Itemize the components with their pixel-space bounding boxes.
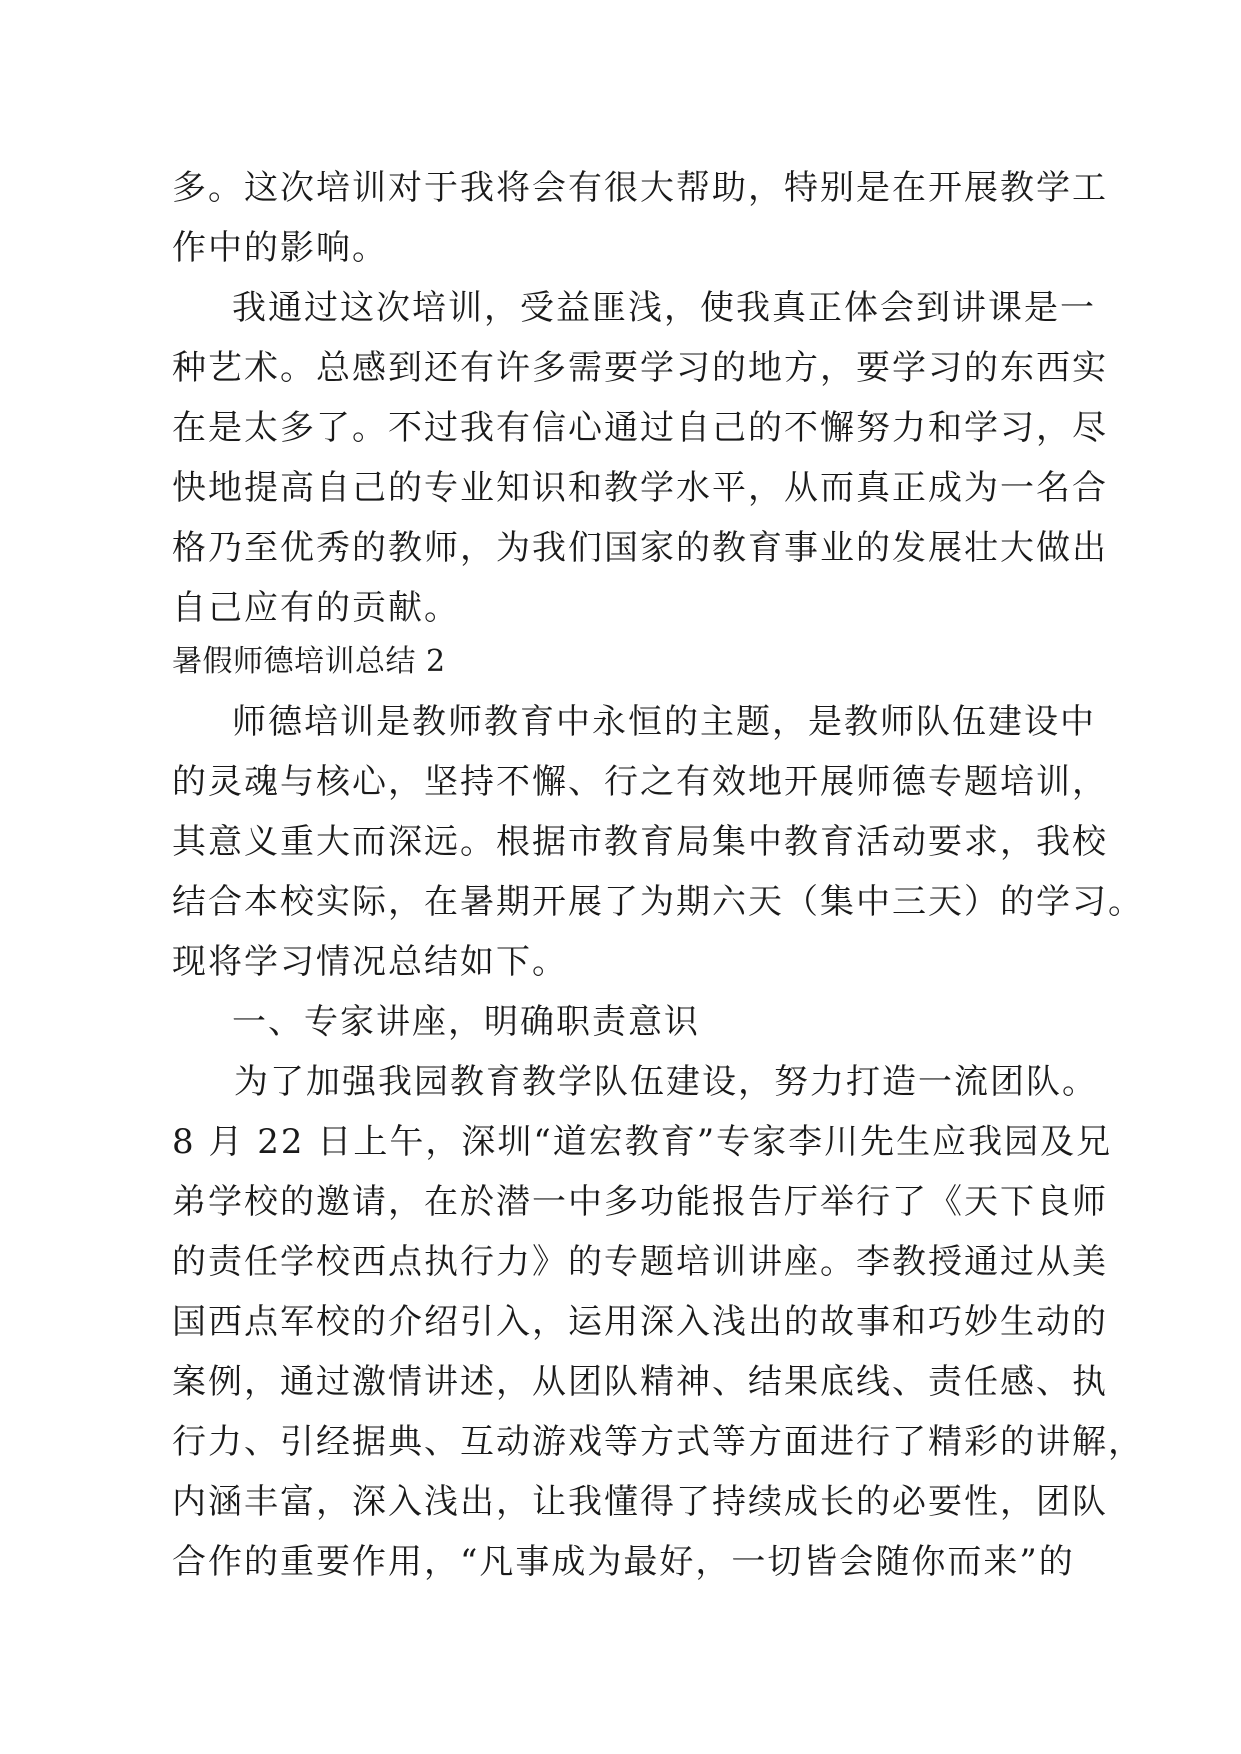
- text-line: 自己应有的贡献。: [172, 588, 460, 628]
- paragraph-first-line: 我通过这次培训，受益匪浅，使我真正体会到讲课是一: [232, 288, 1096, 328]
- text-line: 内涵丰富，深入浅出，让我懂得了持续成长的必要性，团队: [172, 1482, 1108, 1522]
- text-line: 合作的重要作用，“凡事成为最好，一切皆会随你而来”的: [172, 1542, 1075, 1582]
- text-line: 在是太多了。不过我有信心通过自己的不懈努力和学习，尽: [172, 408, 1108, 448]
- text-line: 格乃至优秀的教师，为我们国家的教育事业的发展壮大做出: [172, 528, 1108, 568]
- text-line: 多。这次培训对于我将会有很大帮助，特别是在开展教学工: [172, 168, 1108, 208]
- text-line: 现将学习情况总结如下。: [172, 942, 568, 982]
- text-line: 的责任学校西点执行力》的专题培训讲座。李教授通过从美: [172, 1242, 1108, 1282]
- text-line: 快地提高自己的专业知识和教学水平，从而真正成为一名合: [172, 468, 1108, 508]
- text-line: 作中的影响。: [172, 228, 388, 268]
- paragraph-first-line: 师德培训是教师教育中永恒的主题，是教师队伍建设中: [232, 702, 1096, 742]
- text-line: 国西点军校的介绍引入，运用深入浅出的故事和巧妙生动的: [172, 1302, 1108, 1342]
- text-line: 其意义重大而深远。根据市教育局集中教育活动要求，我校: [172, 822, 1108, 862]
- text-line: 案例，通过激情讲述，从团队精神、结果底线、责任感、执: [172, 1362, 1108, 1402]
- subsection-heading: 一、专家讲座，明确职责意识: [232, 1002, 700, 1042]
- section-title: 暑假师德培训总结 2: [172, 644, 446, 679]
- paragraph-first-line: 为了加强我园教育教学队伍建设，努力打造一流团队。: [234, 1062, 1098, 1102]
- text-line: 弟学校的邀请，在於潜一中多功能报告厅举行了《天下良师: [172, 1182, 1108, 1222]
- text-line: 的灵魂与核心，坚持不懈、行之有效地开展师德专题培训，: [172, 762, 1108, 802]
- text-line: 结合本校实际，在暑期开展了为期六天（集中三天）的学习。: [172, 882, 1144, 922]
- text-line: 8 月 22 日上午，深圳“道宏教育”专家李川先生应我园及兄: [172, 1122, 1113, 1162]
- text-line: 行力、引经据典、互动游戏等方式等方面进行了精彩的讲解，: [172, 1422, 1144, 1462]
- text-line: 种艺术。总感到还有许多需要学习的地方，要学习的东西实: [172, 348, 1108, 388]
